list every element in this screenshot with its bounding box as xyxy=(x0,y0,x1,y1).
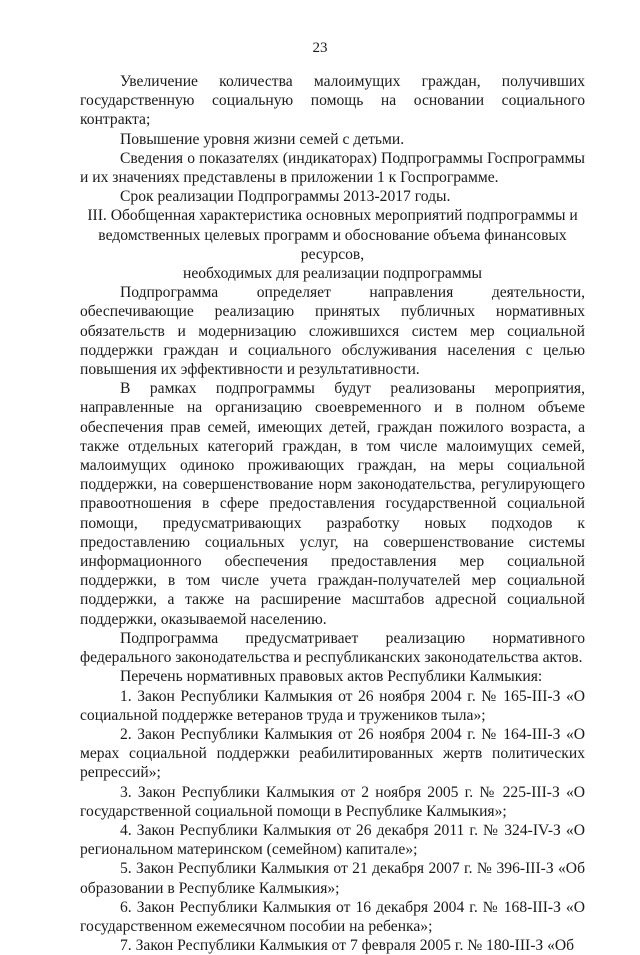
page-number: 23 xyxy=(312,40,328,56)
body-paragraph-3: Подпрограмма предусматривает реализацию нормативного федерального законодательства и республиканских законодательства актов. xyxy=(80,629,585,667)
intro-paragraph-2: Повышение уровня жизни семей с детьми. xyxy=(120,130,405,148)
law-item-4: 4. Закон Республики Калмыкия от 26 декабря 2011 г. № 324-IV-З «О региональном материнском (семейном) капитале»; xyxy=(80,821,585,859)
document-body xyxy=(80,72,585,955)
intro-paragraph-1: Увеличение количества малоимущих граждан, получивших государственную социальную помощь на основании социального контракта; xyxy=(80,73,585,129)
law-item-5: 5. Закон Республики Калмыкия от 21 декабря 2007 г. № 396-III-З «Об образовании в Республике Калмыкия»; xyxy=(80,860,585,897)
law-item-2: 2. Закон Республики Калмыкия от 26 ноября 2004 г. № 164-III-З «О мерах социальной поддержки реабилитированных жертв политических репрессий»; xyxy=(80,725,585,782)
law-item-6: 6. Закон Республики Калмыкия от 16 декабря 2004 г. № 168-III-З «О государственном ежемесячном пособии на ребенка»; xyxy=(80,898,585,935)
law-item-1: 1. Закон Республики Калмыкия от 26 ноября 2004 г. № 165-III-З «О социальной поддержке ветеранов труда и тружеников тыла»; xyxy=(80,687,585,724)
body-paragraph-2: В рамках подпрограммы будут реализованы мероприятия, направленные на организацию своевременного и в полном объеме обеспечения прав семей, имеющих детей, граждан пожилого возраста, а также отдельных категорий граждан, в том числе малоимущих семей, малоимущих одиноко проживающих граждан, на меры социальной поддержки, на совершенствование норм законодательства, регулирующего правоотношения в сфере предоставления государственной социальной помощи, предусматривающих разработку новых подходов к предоставлению социальных услуг, на совершенствование системы информационного обеспечения предоставления мер социальной поддержки, в том числе учета граждан-получателей мер социальной поддержки, а также на расширение масштабов адресной социальной поддержки, оказываемой населению. xyxy=(80,380,585,628)
section-heading-line-1: III. Обобщенная характеристика основных мероприятий подпрограммы и xyxy=(87,207,578,225)
section-heading xyxy=(80,206,585,283)
law-item-7: 7. Закон Республики Калмыкия от 7 февраля 2005 г. № 180-III-З «Об xyxy=(120,937,575,955)
intro-paragraph-3: Сведения о показателях (индикаторах) Подпрограммы Госпрограммы и их значениях представлены в приложении 1 к Госпрограмме. xyxy=(80,149,585,187)
body-paragraph-4: Перечень нормативных правовых актов Республики Калмыкия: xyxy=(120,668,543,686)
intro-paragraph-4: Срок реализации Подпрограммы 2013-2017 годы. xyxy=(120,188,451,206)
body-paragraph-1: Подпрограмма определяет направления деятельности, обеспечивающие реализацию принятых публичных нормативных обязательств и модернизацию сложившихся систем мер социальной поддержки граждан и социального обслуживания населения с целью повышения их эффективности и результативности. xyxy=(80,284,585,379)
law-item-3: 3. Закон Республики Калмыкия от 2 ноября 2005 г. № 225-III-З «О государственной социальной помощи в Республике Калмыкия»; xyxy=(80,783,585,820)
section-heading-line-3: необходимых для реализации подпрограммы xyxy=(182,265,483,283)
section-heading-line-2: ведомственных целевых программ и обоснование объема финансовых ресурсов, xyxy=(98,226,567,263)
